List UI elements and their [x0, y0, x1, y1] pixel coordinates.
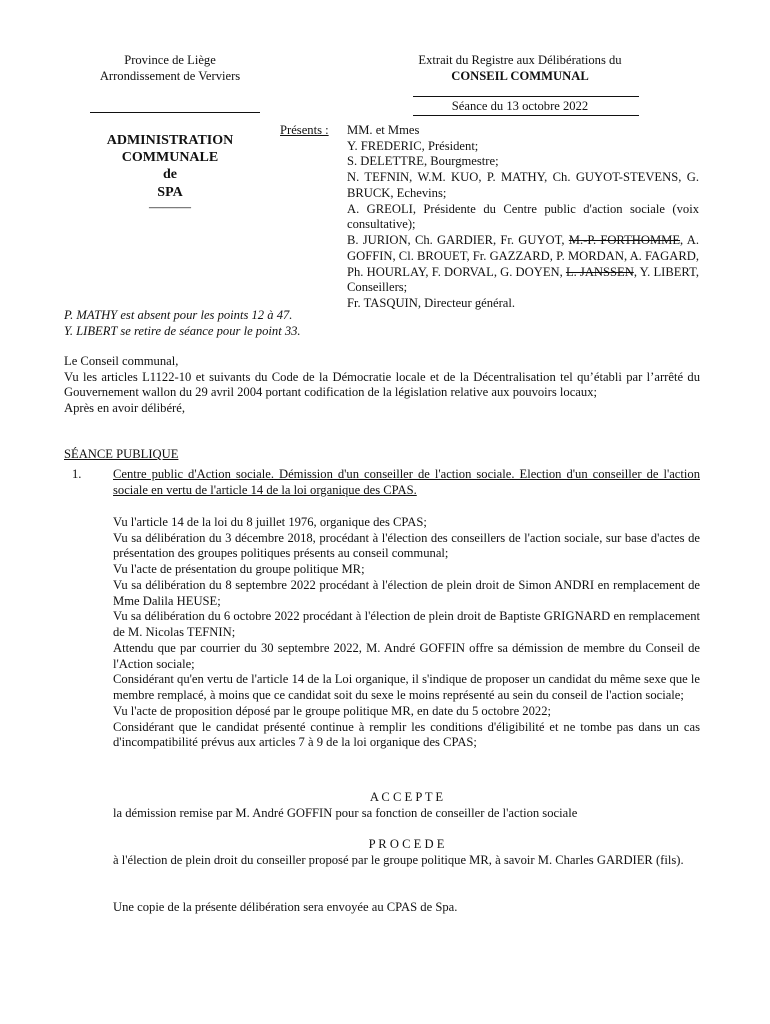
considerant: Considérant qu'en vertu de l'article 14 de la Loi organique, il s'indique de proposer un candidat du même sexe que le membre remplacé, à moins que ce candidat soit du sexe le moins représenté au sein du conseil de l'action sociale;	[113, 672, 700, 703]
considerant: Vu l'article 14 de la loi du 8 juillet 1976, organique des CPAS;	[113, 515, 427, 529]
right-divider	[413, 96, 639, 97]
item-considerants	[113, 515, 700, 751]
admin-dash: ———	[149, 199, 191, 215]
note-libert: Y. LIBERT se retire de séance pour le point 33.	[64, 323, 301, 338]
admin-line-1: ADMINISTRATION	[106, 133, 234, 148]
presents-line: N. TEFNIN, W.M. KUO, P. MATHY, Ch. GUYOT-STEVENS, G. BRUCK, Echevins;	[347, 170, 699, 200]
administration-block	[60, 132, 280, 216]
header-right	[400, 53, 640, 84]
considerant: Vu sa délibération du 8 septembre 2022 procédant à l'élection de plein droit de Simon ANDRI en remplacement de Mme Dalila HEUSE;	[113, 577, 700, 608]
left-divider	[90, 112, 260, 113]
procede-text: à l'élection de plein droit du conseiller proposé par le groupe politique MR, à savoir M. Charles GARDIER (fils).	[113, 853, 684, 867]
presents-line: S. DELETTRE, Bourgmestre;	[347, 154, 499, 169]
presents-line: Y. FREDERIC, Président;	[347, 138, 479, 153]
copy-text: Une copie de la présente délibération sera envoyée au CPAS de Spa.	[113, 900, 458, 914]
preamble-vu: Vu les articles L1122-10 et suivants du Code de la Démocratie locale et de la Décentralisation tel qu’établi par l’arrêté du Gouvernement wallon du 29 avril 2004 portant codification de la législation relative aux pouvoirs locaux;	[64, 369, 700, 400]
presents-line: A. GREOLI, Présidente du Centre public d'action sociale (voix consultative);	[347, 201, 699, 232]
note-mathy: P. MATHY est absent pour les points 12 à 47.	[64, 308, 293, 322]
conseillers-part-3: , Y. LIBERT, Conseillers;	[347, 264, 699, 295]
considerant: Vu sa délibération du 6 octobre 2022 procédant à l'élection de plein droit de Baptiste GRIGNARD en remplacement de M. Nicolas TEFNIN;	[113, 609, 700, 640]
conseillers-part-2: , A. GOFFIN, Cl. BROUET, Fr. GAZZARD, P. MORDAN, A. FAGARD, Ph. HOURLAY, F. DORVAL, G. DOYEN,	[347, 233, 699, 279]
preamble-delibere: Après en avoir délibéré,	[64, 401, 185, 416]
item-title: Centre public d'Action sociale. Démission d'un conseiller de l'action sociale. Election d'un conseiller de l'action sociale en vertu de l'article 14 de la loi organique des CPAS.	[113, 467, 700, 497]
registre-title: Extrait du Registre aux Délibérations du	[418, 53, 622, 67]
struck-name: M.-P. FORTHOMME	[568, 233, 681, 248]
procede-label: P R O C E D E	[368, 837, 445, 851]
preamble	[64, 354, 700, 417]
considerant: Vu l'acte de présentation du groupe politique MR;	[113, 562, 365, 577]
presents-conseillers	[347, 233, 699, 296]
notes	[64, 308, 301, 339]
considerant: Vu sa délibération du 3 décembre 2018, procédant à l'élection des conseillers de l'action sociale, sur base d'actes de présentation des groupes politiques présents au conseil communal;	[113, 530, 700, 561]
struck-name: L. JANSSEN	[565, 264, 634, 279]
accepte-label: A C C E P T E	[369, 790, 444, 804]
considerant: Considérant que le candidat présenté continue à remplir les conditions d'éligibilité et ne tombe pas dans un cas d'incompatibilité prévus aux articles 7 à 9 de la loi organique des CPAS;	[113, 719, 700, 750]
presents-line: Fr. TASQUIN, Directeur général.	[347, 296, 516, 311]
presents-label: Présents :	[280, 123, 329, 137]
right-divider-2	[413, 115, 639, 116]
conseil-title: CONSEIL COMMUNAL	[451, 68, 589, 83]
conseillers-part-1: B. JURION, Ch. GARDIER, Fr. GUYOT,	[347, 233, 565, 248]
section-title: SÉANCE PUBLIQUE	[64, 447, 179, 461]
considerant: Vu l'acte de proposition déposé par le groupe politique MR, en date du 5 octobre 2022;	[113, 703, 551, 718]
province: Province de Liège	[124, 53, 216, 67]
arrondissement: Arrondissement de Verviers	[99, 68, 241, 83]
item-number: 1.	[72, 467, 82, 481]
seance-date: Séance du 13 octobre 2022	[451, 99, 589, 113]
header-left	[60, 53, 280, 84]
admin-line-2: COMMUNALE	[121, 150, 219, 166]
accepte-text: la démission remise par M. André GOFFIN pour sa fonction de conseiller de l'action sociale	[113, 806, 578, 820]
presents-list	[347, 123, 699, 312]
considerant: Attendu que par courrier du 30 septembre 2022, M. André GOFFIN offre sa démission de membre du Conseil de l'Action sociale;	[113, 640, 700, 671]
presents-line: MM. et Mmes	[347, 123, 420, 137]
admin-line-3: de	[163, 167, 177, 183]
preamble-intro: Le Conseil communal,	[64, 354, 179, 368]
admin-line-4: SPA	[157, 184, 183, 200]
